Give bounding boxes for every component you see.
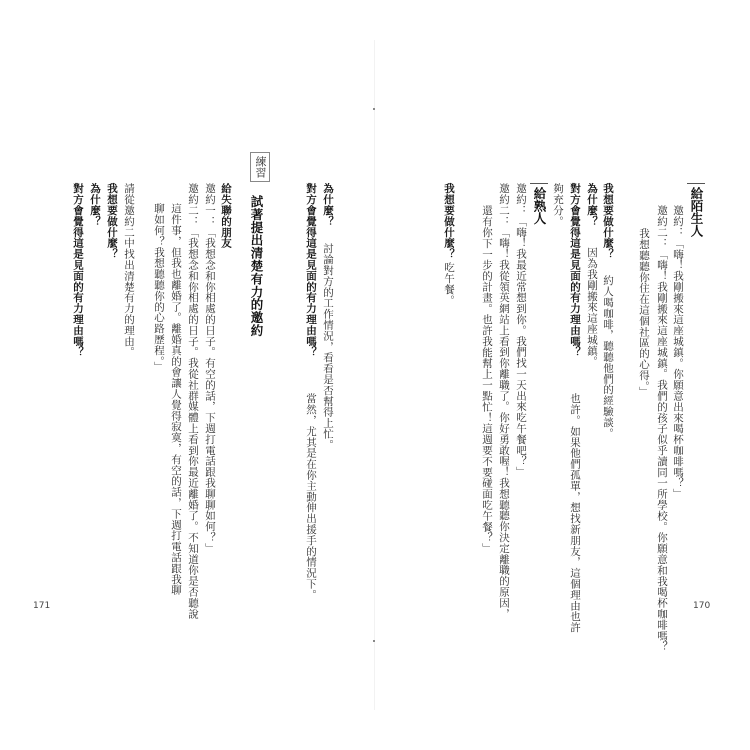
- question-line: 對方會覺得這是見面的有力理由嗎？: [305, 183, 317, 358]
- answer-line: 約人喝咖啡，聽聽他們的經驗談。: [602, 275, 614, 439]
- question-line: 為什麼？: [89, 183, 101, 227]
- page-number: 171: [33, 601, 51, 611]
- text-line: 我想聽聽你住在這個社區的心得。」: [638, 228, 650, 398]
- answer-line: 夠充分。: [552, 183, 564, 227]
- text-line: 聊如何？我想聽聽你的心路歷程。」: [153, 203, 165, 373]
- answer-line: 當然，尤其是在你主動伸出援手的情況下。: [305, 393, 317, 601]
- text-line: 邀約二：「嗨！我從領英網站上看到你離職了。你好勇敢喔！我想聽聽你決定離職的原因，: [498, 183, 510, 619]
- text-line: 邀約一：「我想念和你相處的日子。有空的話，下週打電話跟我聊聊如何？」: [204, 183, 216, 554]
- question-line: 對方會覺得這是見面的有力理由嗎？: [72, 183, 84, 358]
- center-mark-top: [373, 108, 375, 110]
- section-heading-acquaintance: 給熟人: [530, 183, 548, 225]
- instruction-line: 請從邀約二中找出清楚有力的理由。: [123, 183, 135, 358]
- center-mark-bottom: [373, 640, 375, 642]
- question-line: 我想要做什麼？: [106, 183, 118, 260]
- answer-line: 討論對方的工作情況，看看是否幫得上忙。: [322, 243, 334, 451]
- section-heading-lost-friend: 給失聯的朋友: [220, 183, 232, 249]
- answer-line: 吃午餐。: [443, 262, 455, 306]
- text-line: 邀約二：「嗨！我剛搬來這座城鎮。我們的孩子似乎讀同一所學校。你願意和我喝杯咖啡嗎？: [656, 205, 668, 652]
- text-line: 還有你下一步的計畫。也許我能幫上一點忙！這週要不要碰面吃午餐？」: [481, 205, 493, 554]
- exercise-title: 試著提出清楚有力的邀約: [249, 195, 264, 337]
- question-line: 我想要做什麼？: [602, 183, 614, 260]
- question-line: 我想要做什麼？: [443, 183, 455, 260]
- page-fold: [374, 40, 375, 710]
- question-line: 對方會覺得這是見面的有力理由嗎？: [569, 183, 581, 358]
- text-line: 這件事，但我也離婚了。離婚真的會讓人覺得寂寞，有空的話，下週打電話跟我聊: [170, 203, 182, 596]
- text-line: 邀約：「嗨！我剛搬來這座城鎮。你願意出來喝杯咖啡嗎？」: [672, 205, 684, 500]
- page-number: 170: [693, 601, 711, 611]
- section-heading-stranger: 給陌生人: [687, 183, 705, 237]
- text-line: 邀約：「嗨！我最近常想到你。我們找一天出來吃午餐吧？」: [515, 183, 527, 478]
- text-line: 邀約二：「我想念和你相處的日子。我從社群媒體上看到你最近離婚了。不知道你是否聽說: [187, 183, 199, 619]
- answer-line: 因為我剛搬來這座城鎮。: [586, 247, 598, 367]
- answer-line: 也許。如果他們孤單，想找新朋友，這個理由也許: [569, 393, 581, 633]
- exercise-label: 練習: [250, 152, 270, 182]
- question-line: 為什麼？: [586, 183, 598, 227]
- question-line: 為什麼？: [322, 183, 334, 227]
